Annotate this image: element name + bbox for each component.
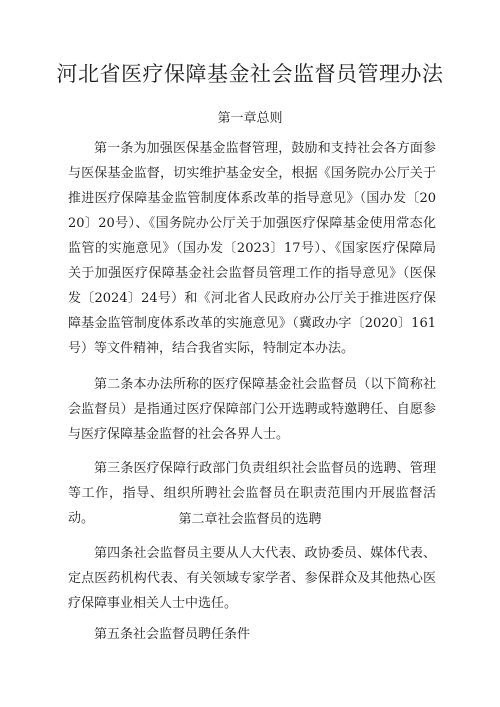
chapter-heading-2: 第二章社会监督员的选聘	[178, 512, 322, 527]
article-4: 第四条社会监督员主要从人大代表、政协委员、媒体代表、定点医药机构代表、有关领域专家学者、参保群众及其他热心医疗保障事业相关人士中选任。	[68, 546, 436, 611]
document-title: 河北省医疗保障基金社会监督员管理办法	[56, 62, 444, 86]
chapter-heading-1: 第一章总则	[217, 111, 283, 126]
article-1: 第一条为加强医保基金监督管理，鼓励和支持社会各方面参与医保基金监督，切实维护基金安全，根据《国务院办公厅关于推进医疗保障基金监管制度体系改革的指导意见》（国办发〔2020〕20号）、《国务院办公厅关于加强医疗保障基金使用常态化监管的实施意见》（国办发〔2023〕17号）、《国家医疗保障局关于加强医疗保障基金社会监督员管理工作的指导意见》（医保发〔2024〕24号）和《河北省人民政府办公厅关于推进医疗保障基金监管制度体系改革的实施意见》（冀政办字〔2020〕161号）等文件精神，结合我省实际，特制定本办法。	[68, 141, 436, 356]
article-5: 第五条社会监督员聘任条件	[94, 627, 251, 642]
article-2: 第二条本办法所称的医疗保障基金社会监督员（以下简称社会监督员）是指通过医疗保障部门公开选聘或特邀聘任、自愿参与医疗保障基金监督的社会各界人士。	[68, 377, 436, 442]
article-3: 第三条医疗保障行政部门负责组织社会监督员的选聘、管理等工作，指导、组织所聘社会监督员在职责范围内开展监督活动。	[68, 461, 436, 526]
